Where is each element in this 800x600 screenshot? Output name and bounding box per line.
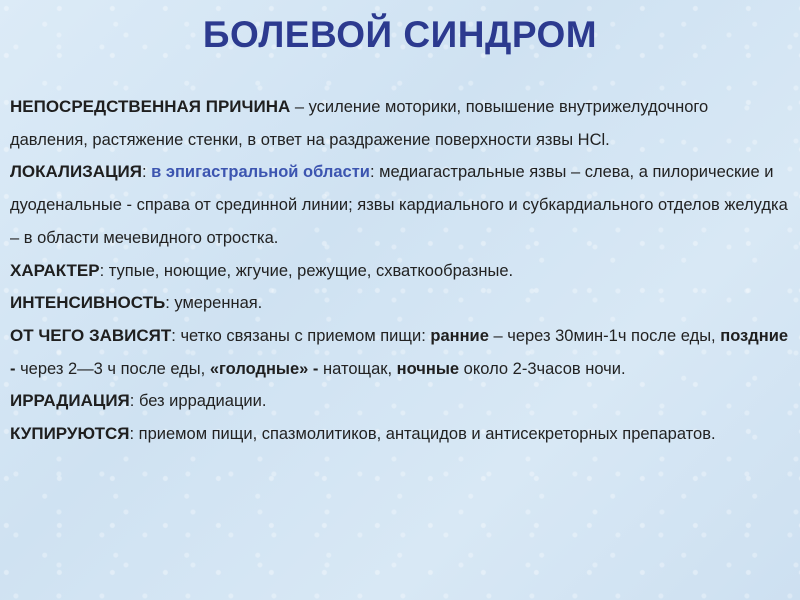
dependency-text-3: через 2—3 ч после еды, xyxy=(15,359,210,378)
intensity-text: : умеренная. xyxy=(165,294,263,313)
paragraph-dependency xyxy=(10,320,790,385)
irradiation-text: : без иррадиации. xyxy=(129,392,267,411)
paragraph-character xyxy=(10,255,790,288)
paragraph-localization xyxy=(10,156,790,254)
slide-title: БОЛЕВОЙ СИНДРОМ xyxy=(202,14,598,55)
localization-highlight: в эпигастральной области xyxy=(151,163,370,182)
paragraph-relief xyxy=(10,418,790,451)
dependency-text-4: натощак, xyxy=(318,359,397,378)
intensity-label: ИНТЕНСИВНОСТЬ xyxy=(10,293,166,313)
relief-text: : приемом пищи, спазмолитиков, антацидов и антисекреторных препаратов. xyxy=(129,425,716,444)
localization-text: : медиагастральные язвы – слева, а пилорические и дуоденальные - справа от срединной линии; язвы кардиального и субкардиального отделов желудка – в области мечевидного отростка. xyxy=(10,163,788,247)
character-label: ХАРАКТЕР xyxy=(10,260,100,280)
relief-label: КУПИРУЮТСЯ xyxy=(10,424,130,444)
dependency-text-5: около 2-3часов ночи. xyxy=(459,359,626,378)
cause-label: НЕПОСРЕДСТВЕННАЯ ПРИЧИНА xyxy=(10,97,291,116)
paragraph-cause xyxy=(10,91,790,156)
dependency-text-1: : четко связаны с приемом пищи: xyxy=(171,326,431,345)
slide-body xyxy=(10,91,790,451)
dependency-hungry: «голодные» - xyxy=(209,359,319,378)
dependency-text-2: – через 30мин-1ч после еды, xyxy=(488,326,721,345)
paragraph-irradiation xyxy=(10,385,790,418)
character-text: : тупые, ноющие, жгучие, режущие, схваткообразные. xyxy=(99,261,514,280)
localization-colon: : xyxy=(141,163,152,182)
localization-label: ЛОКАЛИЗАЦИЯ xyxy=(10,162,142,182)
cause-text: – усиление моторики, повышение внутрижелудочного давления, растяжение стенки, в ответ на раздражение поверхности язвы HCl. xyxy=(10,98,709,149)
dependency-label: ОТ ЧЕГО ЗАВИСЯТ xyxy=(10,325,172,345)
dependency-early: ранние xyxy=(430,326,489,345)
dependency-late: поздние - xyxy=(10,326,789,378)
dependency-night: ночные xyxy=(396,359,460,378)
paragraph-intensity xyxy=(10,287,790,320)
irradiation-label: ИРРАДИАЦИЯ xyxy=(10,391,130,411)
